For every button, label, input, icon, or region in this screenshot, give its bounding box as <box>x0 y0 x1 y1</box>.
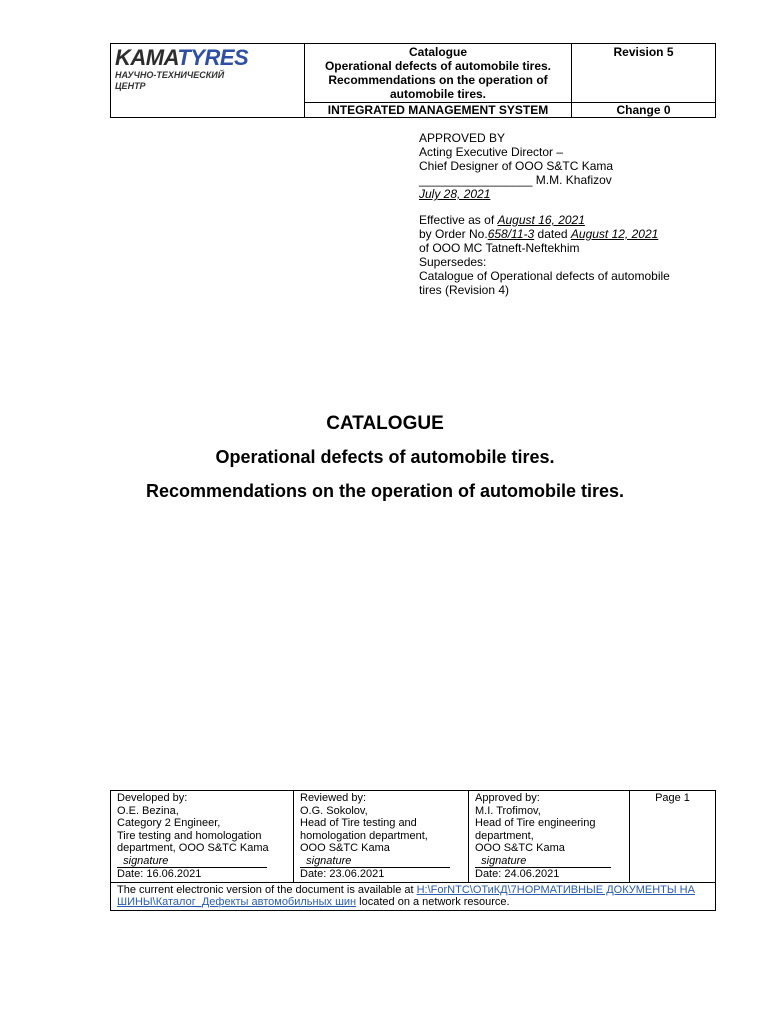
approved-by-label: APPROVED BY <box>419 131 506 145</box>
reviewed-line: Reviewed by: <box>300 792 367 804</box>
header-title-line: automobile tires. <box>389 87 487 101</box>
header-title <box>305 44 572 103</box>
signature-label: signature <box>306 854 352 867</box>
reviewed-line: homologation department, <box>300 829 428 842</box>
signature-table <box>110 790 716 911</box>
change-cell: Change 0 <box>572 103 716 118</box>
approved-line: OOO S&TC Kama <box>475 842 565 854</box>
approver-signature-line: _________________ M.M. Khafizov <box>419 173 612 187</box>
subtitle-1: Operational defects of automobile tires. <box>215 447 555 467</box>
approved-line: Approved by: <box>475 792 540 804</box>
developed-line: Developed by: <box>117 792 188 804</box>
approver-position: Chief Designer of OOO S&TC Kama <box>419 159 614 173</box>
logo-subtitle-2: ЦЕНТР <box>115 81 146 91</box>
order-organization: of OOO MC Tatneft-Neftekhim <box>419 241 580 255</box>
system-name: INTEGRATED MANAGEMENT SYSTEM <box>305 103 572 118</box>
revision-cell: Revision 5 <box>572 44 716 103</box>
company-logo <box>111 44 305 118</box>
developed-date: Date: 16.06.2021 <box>117 868 202 880</box>
approval-date: July 28, 2021 <box>419 187 491 201</box>
header-title-line: Recommendations on the operation of <box>328 73 548 87</box>
effective-date: August 16, 2021 <box>497 213 585 227</box>
approved-line: department, <box>475 829 534 842</box>
note-suffix: located on a network resource. <box>356 896 510 908</box>
reviewed-line: Head of Tire testing and <box>300 817 417 829</box>
reviewed-by-cell <box>294 791 469 883</box>
reviewed-signature <box>300 855 450 869</box>
approval-block <box>419 131 719 297</box>
developed-signature <box>117 855 267 869</box>
note-prefix: The current electronic version of the document is available at <box>117 883 417 896</box>
main-title: CATALOGUE <box>326 413 444 434</box>
order-number: 658/11-3 <box>487 227 535 241</box>
effective-date-line <box>419 213 719 227</box>
approved-date: Date: 24.06.2021 <box>475 868 560 880</box>
supersedes-text: tires (Revision 4) <box>419 283 510 297</box>
reviewed-date: Date: 23.06.2021 <box>300 868 385 880</box>
header-title-line: Operational defects of automobile tires. <box>324 59 552 73</box>
developed-line: Category 2 Engineer, <box>117 817 221 829</box>
developed-line: Tire testing and homologation <box>117 829 262 842</box>
order-date: August 12, 2021 <box>570 227 659 241</box>
developed-by-cell <box>111 791 294 883</box>
subtitle-2: Recommendations on the operation of automobile tires. <box>145 481 625 501</box>
reviewed-line: OOO S&TC Kama <box>300 842 390 854</box>
electronic-version-note <box>111 882 716 910</box>
approved-signature <box>475 855 611 869</box>
approver-position: Acting Executive Director – <box>419 145 564 159</box>
supersedes-label: Supersedes: <box>419 255 487 269</box>
signature-label: signature <box>123 854 169 867</box>
document-header <box>110 43 716 118</box>
approved-by-cell <box>469 791 630 883</box>
approved-line: Head of Tire engineering <box>475 817 596 829</box>
supersedes-text: Catalogue of Operational defects of automobile <box>419 269 670 283</box>
effective-prefix: Effective as of <box>419 213 498 227</box>
order-prefix: by Order No. <box>419 227 488 241</box>
logo-tyres-text: TYRES <box>177 45 249 70</box>
developed-line: O.E. Bezina, <box>117 804 179 817</box>
order-dated: dated <box>534 227 571 241</box>
order-line <box>419 227 719 241</box>
page-number: Page 1 <box>630 791 716 883</box>
approved-line: M.I. Trofimov, <box>475 804 541 817</box>
reviewed-line: O.G. Sokolov, <box>300 804 368 817</box>
logo-kama-text: KAMA <box>115 45 178 70</box>
logo-subtitle-1: НАУЧНО-ТЕХНИЧЕСКИЙ <box>115 70 225 80</box>
signature-label: signature <box>481 854 527 867</box>
header-title-line: Catalogue <box>408 45 467 59</box>
network-path-link[interactable]: H:\ForNTC\ОТиКД\7НОРМАТИВНЫЕ ДОКУМЕНТЫ НА ШИНЫ\Каталог_Дефекты автомобильных шин <box>117 883 695 908</box>
developed-line: department, OOO S&TC Kama <box>117 842 269 854</box>
